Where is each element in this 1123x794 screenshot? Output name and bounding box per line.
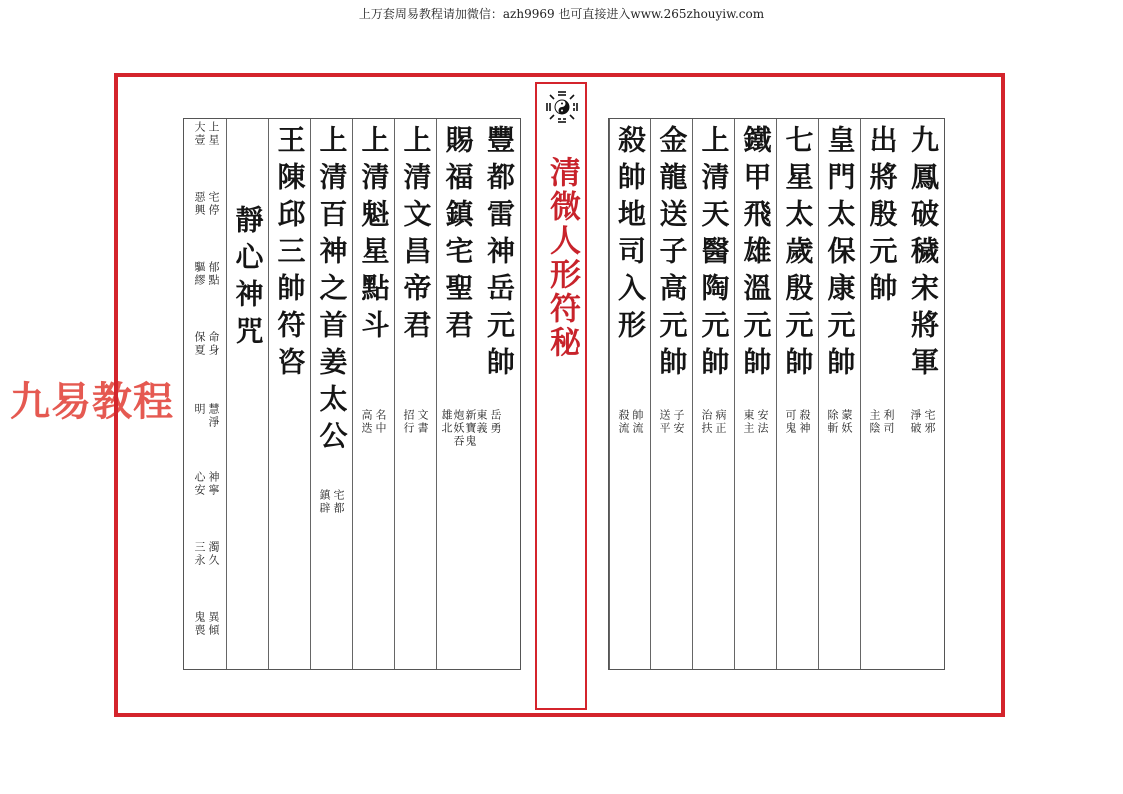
column-4 xyxy=(352,119,394,669)
column-note: 命身 xyxy=(207,331,220,357)
column-note: 神寧 xyxy=(207,471,220,497)
column-6 xyxy=(268,119,310,669)
column-note: 宅都 xyxy=(332,489,345,515)
column-title: 鐵甲飛雄溫元帥 xyxy=(739,125,773,384)
header-banner: 上万套周易教程请加微信：azh9969 也可直接进入www.265zhouyiw.com xyxy=(358,7,765,21)
column-note: 郁點 xyxy=(207,261,220,287)
column-note: 惡興 xyxy=(193,191,206,217)
column-note: 宅邪 xyxy=(923,409,936,435)
column-1 xyxy=(902,119,944,669)
column-note: 保夏 xyxy=(193,331,206,357)
column-title: 靜心神咒 xyxy=(231,205,265,353)
column-note: 慧淨 xyxy=(207,403,220,429)
column-note: 可鬼 xyxy=(784,409,797,435)
column-note: 帥流 xyxy=(631,409,644,435)
column-note: 心安 xyxy=(193,471,206,497)
column-7 xyxy=(650,119,692,669)
column-title: 殺帥地司入形 xyxy=(614,125,647,347)
column-note: 異傾 xyxy=(207,611,220,637)
right-page-table xyxy=(608,118,945,670)
column-note: 除斬 xyxy=(826,409,839,435)
column-note: 上星 xyxy=(207,121,220,147)
column-3 xyxy=(394,119,436,669)
column-note: 雄北 xyxy=(440,409,453,435)
column-title: 九鳳破穢宋將軍 xyxy=(907,125,940,384)
column-note: 文書 xyxy=(416,409,429,435)
column-note: 新寶鬼 xyxy=(464,409,477,448)
column-5 xyxy=(734,119,776,669)
column-note: 三永 xyxy=(193,541,206,567)
column-title: 賜福鎮宅聖君 xyxy=(441,125,475,347)
column-4 xyxy=(776,119,818,669)
column-title: 皇門太保康元帥 xyxy=(823,125,857,384)
column-note: 送平 xyxy=(658,409,671,435)
column-note: 淨破 xyxy=(909,409,922,435)
column-title: 上清百神之首姜太公 xyxy=(315,125,349,458)
column-title: 上清文昌帝君 xyxy=(399,125,433,347)
book-spine xyxy=(535,82,587,710)
column-5 xyxy=(310,119,352,669)
column-note: 治扶 xyxy=(700,409,713,435)
column-note: 招行 xyxy=(402,409,415,435)
column-note: 明 xyxy=(193,403,206,416)
column-note: 高迭 xyxy=(360,409,373,435)
column-note: 病正 xyxy=(714,409,727,435)
column-note: 岳勇 xyxy=(489,409,502,435)
column-note: 利司 xyxy=(882,409,895,435)
column-title: 上清天醫陶元帥 xyxy=(697,125,731,384)
column-title: 出將殷元帥 xyxy=(865,125,899,310)
column-7 xyxy=(226,119,268,669)
column-note: 宅停 xyxy=(207,191,220,217)
column-note: 子安 xyxy=(672,409,685,435)
column-2 xyxy=(436,119,478,669)
book-title: 清微人形符秘 xyxy=(544,156,580,360)
column-note: 名中 xyxy=(374,409,387,435)
column-title: 上清魁星點斗 xyxy=(357,125,391,347)
column-note: 主陰 xyxy=(868,409,881,435)
column-note: 蒙妖 xyxy=(840,409,853,435)
column-note: 東義 xyxy=(475,409,488,435)
column-title: 七星太歲殷元帥 xyxy=(781,125,815,384)
column-note: 鬼喪 xyxy=(193,611,206,637)
column-1 xyxy=(475,119,520,669)
column-8-notes xyxy=(184,119,226,669)
column-8 xyxy=(609,119,650,669)
column-note: 鎮辟 xyxy=(318,489,331,515)
column-note: 殺流 xyxy=(617,409,630,435)
column-title: 金龍送子高元帥 xyxy=(655,125,689,384)
column-note: 安法 xyxy=(756,409,769,435)
column-3 xyxy=(818,119,860,669)
column-note: 驅繆 xyxy=(193,261,206,287)
column-note: 殺神 xyxy=(798,409,811,435)
column-note: 東主 xyxy=(742,409,755,435)
column-2 xyxy=(860,119,902,669)
bagua-taiji-icon xyxy=(545,90,579,124)
column-6 xyxy=(692,119,734,669)
left-page-table xyxy=(183,118,521,670)
column-note: 大壹 xyxy=(193,121,206,147)
watermark: 九易教程 xyxy=(10,379,174,425)
column-title: 豐都雷神岳元帥 xyxy=(483,125,516,384)
column-title: 王陳邱三帥符咨 xyxy=(273,125,307,384)
column-note: 炮妖吞 xyxy=(452,409,465,448)
column-note: 濁久 xyxy=(207,541,220,567)
